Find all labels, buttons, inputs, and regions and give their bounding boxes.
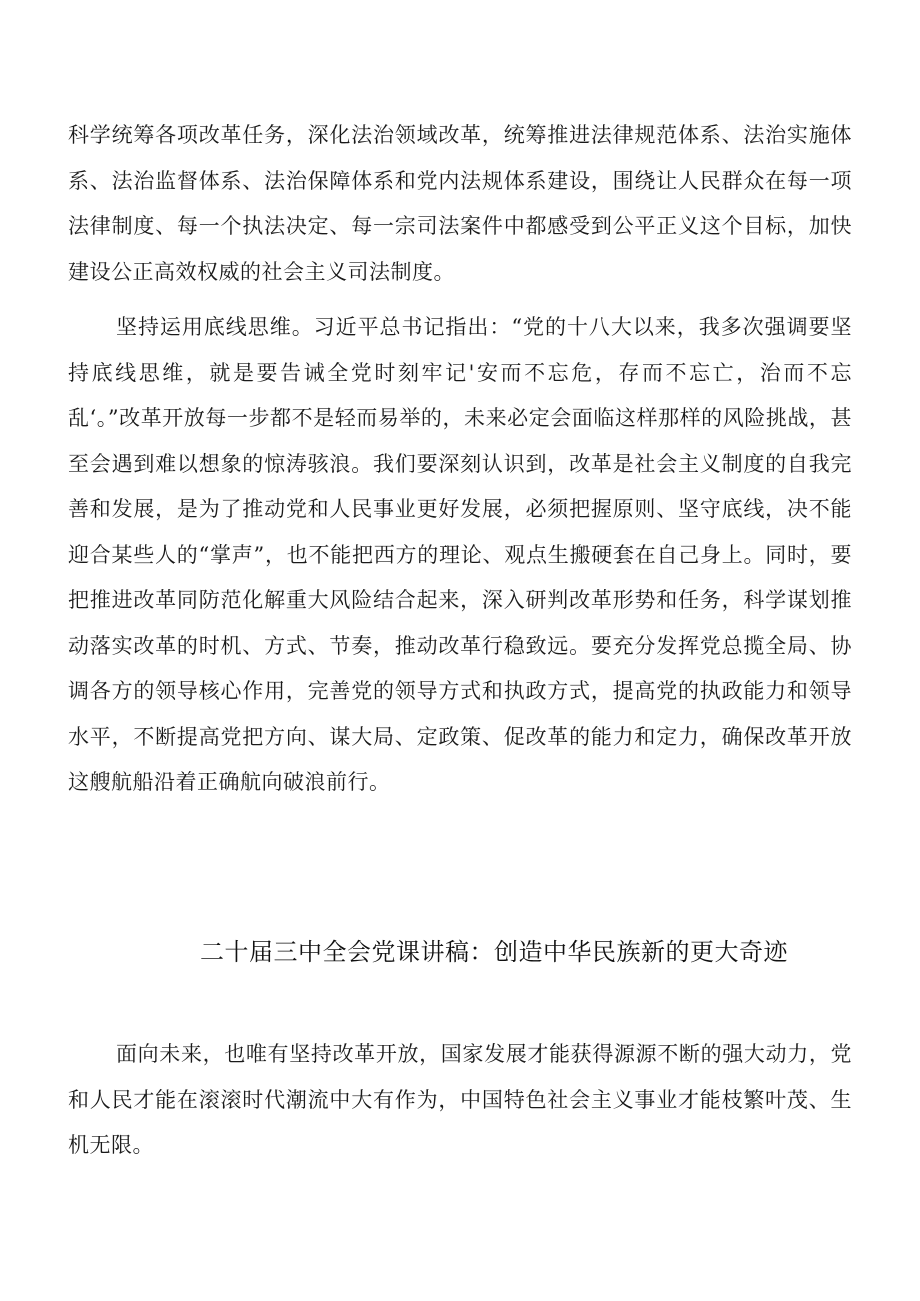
body-paragraph: 面向未来，也唯有坚持改革开放，国家发展才能获得源源不断的强大动力，党和人民才能在滚滚时代潮流中大有作为，中国特色社会主义事业才能枝繁叶茂、生机无限。: [68, 1042, 852, 1157]
section-heading: 二十届三中全会党课讲稿：创造中华民族新的更大奇迹: [200, 938, 788, 966]
body-paragraph: 科学统筹各项改革任务，深化法治领域改革，统筹推进法律规范体系、法治实施体系、法治监督体系、法治保障体系和党内法规体系建设，围绕让人民群众在每一项法律制度、每一个执法决定、每一宗司法案件中都感受到公平正义这个目标，加快建设公正高效权威的社会主义司法制度。: [68, 123, 852, 284]
body-paragraph: 坚持运用底线思维。习近平总书记指出：“党的十八大以来，我多次强调要坚持底线思维，就是要告诫全党时刻牢记'安而不忘危，存而不忘亡，治而不忘乱‘。”改革开放每一步都不是轻而易举的，未来必定会面临这样那样的风险挑战，甚至会遇到难以想象的惊涛骇浪。我们要深刻认识到，改革是社会主义制度的自我完善和发展，是为了推动党和人民事业更好发展，必须把握原则、坚守底线，决不能迎合某些人的“掌声”，也不能把西方的理论、观点生搬硬套在自己身上。同时，要把推进改革同防范化解重大风险结合起来，深入研判改革形势和任务，科学谋划推动落实改革的时机、方式、节奏，推动改革行稳致远。要充分发挥党总揽全局、协调各方的领导核心作用，完善党的领导方式和执政方式，提高党的执政能力和领导水平，不断提高党把方向、谋大局、定政策、促改革的能力和定力，确保改革开放这艘航船沿着正确航向破浪前行。: [68, 315, 852, 794]
